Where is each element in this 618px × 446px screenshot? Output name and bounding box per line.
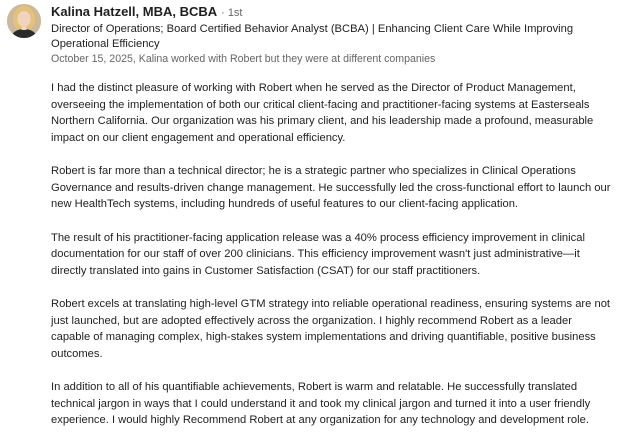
recommendation-date-relationship: October 15, 2025, Kalina worked with Robert but they were at different companies <box>51 53 436 65</box>
author-headline: Director of Operations; Board Certified Behavior Analyst (BCBA) | Enhancing Client Care While Improving Operational Efficiency <box>51 23 574 50</box>
recommendation-paragraph: Robert excels at translating high-level GTM strategy into reliable operational readiness, ensuring systems are not just launched, but are adopted effectively across the organization. I highly recommend Robert as a leader capable of managing complex, high-stakes system implementations and driving quantifiable, positive business outcomes. <box>51 298 611 360</box>
avatar[interactable] <box>7 4 41 38</box>
recommendation-paragraph: The result of his practitioner-facing application release was a 40% process efficiency improvement in clinical documentation for our staff of over 200 clinicians. This efficiency improvement wasn't just administrative—it directly translated into gains in Customer Satisfaction (CSAT) for our staff practitioners. <box>51 231 585 277</box>
author-name-link[interactable]: Kalina Hatzell, MBA, BCBA <box>51 4 218 19</box>
person-avatar-icon <box>7 4 41 38</box>
recommendation-header <box>51 3 611 67</box>
separator-dot: · <box>221 7 225 19</box>
recommendation-paragraph: Robert is far more than a technical director; he is a strategic partner who specializes in Clinical Operations Governance and results-driven change management. He successfully led the cross-functional effort to launch our new HealthTech systems, including hundreds of useful features to our client-facing application. <box>51 165 611 210</box>
recommendation-body <box>51 80 613 446</box>
recommendation-paragraph: In addition to all of his quantifiable achievements, Robert is warm and relatable. He successfully translated technical jargon in ways that I could understand it and took my clinical jargon and turned it into a user friendly experience. I would highly Recommend Robert at any organization for any technology and development role. <box>51 381 591 426</box>
recommendation-paragraph: I had the distinct pleasure of working with Robert when he served as the Director of Product Management, overseeing the implementation of both our critical client-facing and practitioner-facing systems at Easterseals Northern California. Our organization was his primary client, and his leadership made a profound, measurable impact on our client engagement and operational efficiency. <box>51 82 594 144</box>
connection-degree-badge: 1st <box>227 7 243 19</box>
author-line <box>51 3 611 22</box>
